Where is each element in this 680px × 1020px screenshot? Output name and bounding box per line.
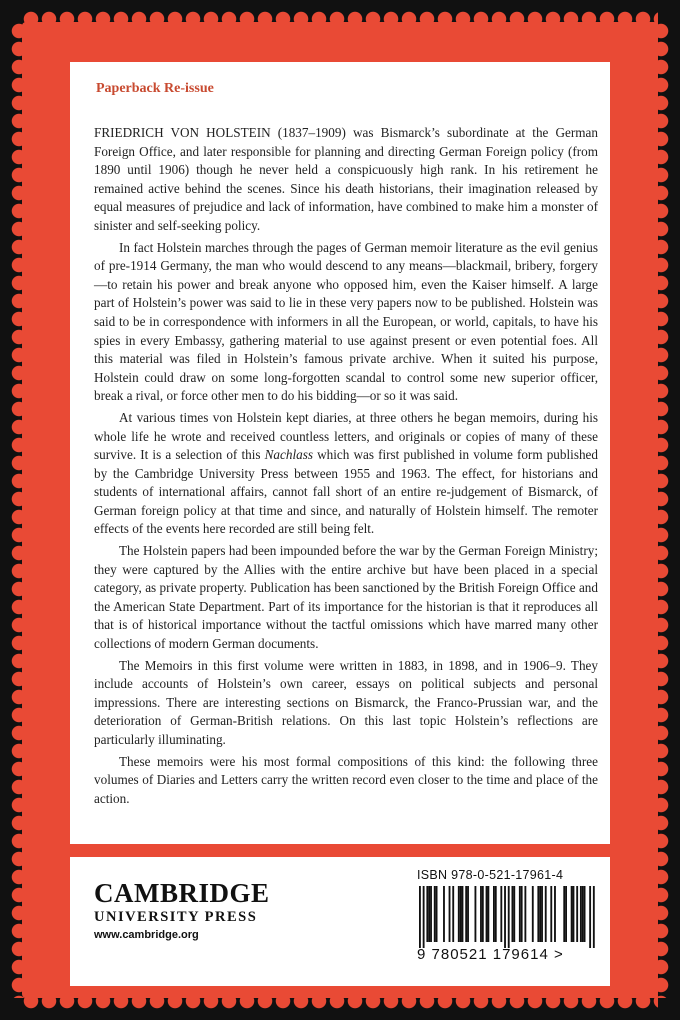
barcode-bar [580, 886, 582, 942]
publisher-url[interactable]: www.cambridge.org [94, 929, 199, 941]
barcode-bar [571, 886, 573, 942]
blurb-panel [70, 62, 610, 844]
barcode-bar [443, 886, 445, 942]
barcode-bar [504, 886, 506, 948]
barcode-bar [449, 886, 451, 942]
barcode-bar [487, 886, 489, 942]
blurb-paragraph: The Memoirs in this first volume were written in 1883, in 1898, and in 1906–9. They include accounts of Holstein’s own career, essays on political subjects and personal impressions. There are interesting sections on Bismarck, the Franco-Prussian war, and the deterioration of German-British relations. On this last topic Holstein’s reflections are particularly illuminating. [94, 657, 598, 747]
barcode-bar [550, 886, 552, 942]
publisher-subname: UNIVERSITY PRESS [94, 909, 258, 925]
barcode-bar [430, 886, 432, 942]
barcode-bar [545, 886, 547, 942]
barcode-bar [508, 886, 510, 948]
barcode-bar [512, 886, 514, 942]
barcode-bar [480, 886, 482, 942]
blurb-paragraph: At various times von Holstein kept diaries, at three others he began memoirs, during his whole life he wrote and received countless letters, and originals or copies of many of these survive. It is a selection of this Nachlass which was first published in volume form published by the Cambridge University Press between 1955 and 1963. The effect, for historians and students of international affairs, cannot fall short of an entire re-judgement of Bismarck, of German foreign policy at that time and since, and naturally of Holstein himself. The remoter effects of the events here recorded are still being felt. [94, 409, 598, 537]
barcode-bar [539, 886, 541, 942]
barcode-bar [495, 886, 497, 942]
blurb-paragraph: FRIEDRICH VON HOLSTEIN (1837–1909) was Bismarck’s subordinate at the German Foreign Office, and later responsible for planning and directing German Foreign policy (from 1890 until 1906) though he never held a conspicuously high rank. In his retirement he remained active behind the scenes. Since his death historians, their imagination released by equal measures of prejudice and lack of information, have combined to make him a monster of sinister and self-seeking policy. [94, 125, 598, 233]
barcode-bar [573, 886, 575, 942]
isbn-block [417, 868, 607, 963]
barcode-bar [419, 886, 421, 948]
barcode-digits: 9 780521 179614 > [417, 946, 564, 963]
barcode-bar [460, 886, 462, 942]
barcode-bar [475, 886, 477, 942]
barcode-bar [524, 886, 526, 942]
publisher-logo [94, 879, 270, 941]
barcode-bar [532, 886, 534, 942]
barcode-bar [513, 886, 515, 942]
isbn-label: ISBN 978-0-521-17961-4 [417, 868, 564, 882]
blurb-paragraph: These memoirs were his most formal compositions of this kind: the following three volumes of Diaries and Letters carry the written record even closer to the time and place of the action. [94, 753, 598, 806]
barcode-bar [584, 886, 586, 942]
barcode-bar [563, 886, 565, 942]
barcode-bar [593, 886, 595, 948]
blurb-paragraph: The Holstein papers had been impounded before the war by the German Foreign Ministry; they were captured by the Allies with the entire archive but have been placed in a special category, as private property. Publication has been sanctioned by the British Foreign Office and the American State Department. Part of its importance for the historian is that it reproduces all that is of historical importance without the tactful omissions which have marred many other collections of modern German documents. [94, 543, 598, 652]
barcode-bar [465, 886, 467, 942]
barcode-bar [423, 886, 425, 948]
publisher-name: CAMBRIDGE [94, 878, 270, 908]
barcode-bar [462, 886, 464, 942]
blurb-paragraph: In fact Holstein marches through the pages of German memoir literature as the evil genius of pre-1914 Germany, the man who would descend to any means—blackmail, bribery, forgery—to retain his power and break anyone who opposed him, even the Kaiser himself. A large part of Holstein’s power was said to lie in these very papers now to be published. Holstein was said to be in correspondence with informers in all the European, or world, capitals, to have his spies in every Embassy, gathering material to use against present or even potential foes. All this material was filed in Holstein’s famous private archive. When it suited his purpose, Holstein could draw on some long-forgotten scandal to control some new superior officer, break a rival, or force other men to do his bidding—or so it was said. [94, 239, 598, 404]
barcode-bar [500, 886, 502, 942]
barcode-bar [554, 886, 556, 942]
barcode-bar [482, 886, 484, 942]
barcode-bar [537, 886, 539, 942]
barcode-bar [493, 886, 495, 942]
barcode-bar [436, 886, 438, 942]
publisher-panel [70, 857, 610, 986]
barcode-bar [434, 886, 436, 942]
barcode [417, 886, 602, 948]
barcode-bar [582, 886, 584, 942]
barcode-bar [519, 886, 521, 942]
barcode-bar [521, 886, 523, 942]
edition-label: Paperback Re-issue [96, 81, 214, 96]
blurb-text [94, 124, 598, 811]
barcode-bar [565, 886, 567, 942]
barcode-bar [458, 886, 460, 942]
barcode-bar [576, 886, 578, 942]
barcode-bar [426, 886, 428, 942]
barcode-bar [541, 886, 543, 942]
barcode-bar [452, 886, 454, 942]
barcode-bar [428, 886, 430, 942]
barcode-bar [486, 886, 488, 942]
barcode-bar [467, 886, 469, 942]
barcode-bar [589, 886, 591, 948]
